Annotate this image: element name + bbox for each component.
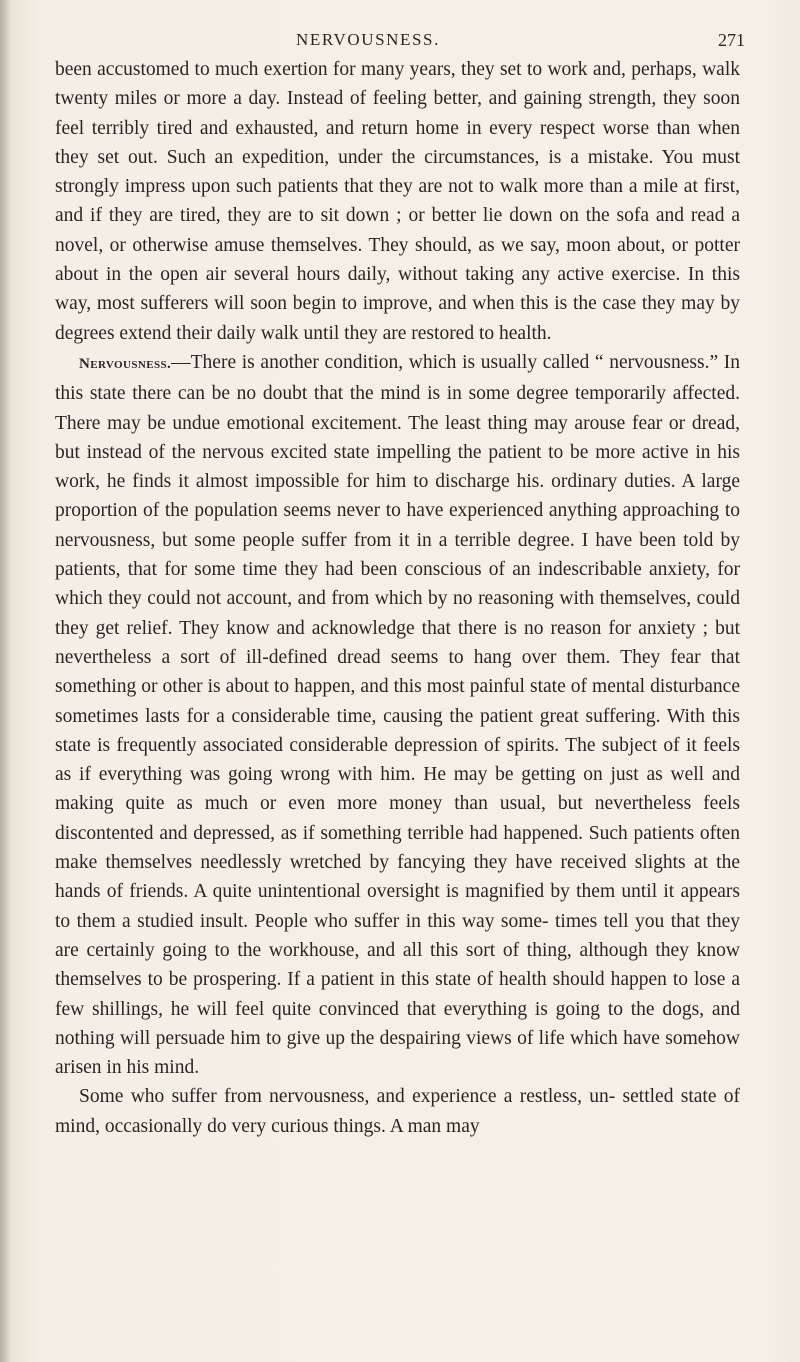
running-title: NERVOUSNESS. bbox=[296, 30, 440, 49]
paragraph-continuation bbox=[55, 55, 740, 348]
paragraph-text: been accustomed to much exertion for many years, they set to work and, perhaps, walk twenty miles or more a day. Instead of feeling better, and gaining strength, they soon feel terribly tired and exhausted, and return home in every respect worse than when they set out. Such an expedition, under the circumstances, is a mistake. You must strongly impress upon such patients that they are not to walk more than a mile at first, and if they are tired, they are to sit down ; or better lie down on the sofa and read a novel, or otherwise amuse themselves. They should, as we say, moon about, or potter about in the open air several hours daily, without taking any active exercise. In this way, most sufferers will soon begin to improve, and when this is the case they may by degrees extend their daily walk until they are restored to health. bbox=[55, 59, 740, 344]
paragraph-text: Some who suffer from nervousness, and experience a restless, un- settled state of mind, occasionally do very curious things. A man may bbox=[55, 1086, 740, 1137]
body-text bbox=[55, 55, 740, 1141]
section-sidehead: Nervousness. bbox=[79, 355, 172, 372]
paragraph-nervousness bbox=[55, 348, 740, 1082]
page-number: 271 bbox=[718, 30, 745, 50]
running-head bbox=[0, 30, 800, 54]
page-gutter-shadow bbox=[0, 0, 10, 1362]
paragraph-restless bbox=[55, 1082, 740, 1141]
paragraph-text: —There is another condition, which is usually called “ nervousness.” In this state there can be no doubt that the mind is in some degree temporarily affected. There may be undue emotional excitement. The least thing may arouse fear or dread, but instead of the nervous excited state impelling the patient to be more active in his work, he finds it almost impossible for him to discharge his. ordinary duties. A large proportion of the population seems never to have experienced anything approaching to nervousness, but some people suffer from it in a terrible degree. I have been told by patients, that for some time they had been conscious of an indescribable anxiety, for which they could not account, and from which by no reasoning with themselves, could they get relief. They know and acknowledge that there is no reason for anxiety ; but nevertheless a sort of ill-defined dread seems to hang over them. They fear that something or other is about to happen, and this most painful state of mental disturbance sometimes lasts for a considerable time, causing the patient great suffering. With this state is frequently associated considerable depression of spirits. The subject of it feels as if everything was going wrong with him. He may be getting on just as well and making quite as much or even more money than usual, but nevertheless feels discontented and depressed, as if something terrible had happened. Such patients often make themselves needlessly wretched by fancying they have received slights at the hands of friends. A quite unintentional oversight is magnified by them until it appears to them a studied insult. People who suffer in this way some- times tell you that they are certainly going to the workhouse, and all this sort of thing, although they know themselves to be prospering. If a patient in this state of health should happen to lose a few shillings, he will feel quite convinced that everything is going to the dogs, and nothing will persuade him to give up the despairing views of life which have somehow arisen in his mind. bbox=[55, 351, 740, 1079]
